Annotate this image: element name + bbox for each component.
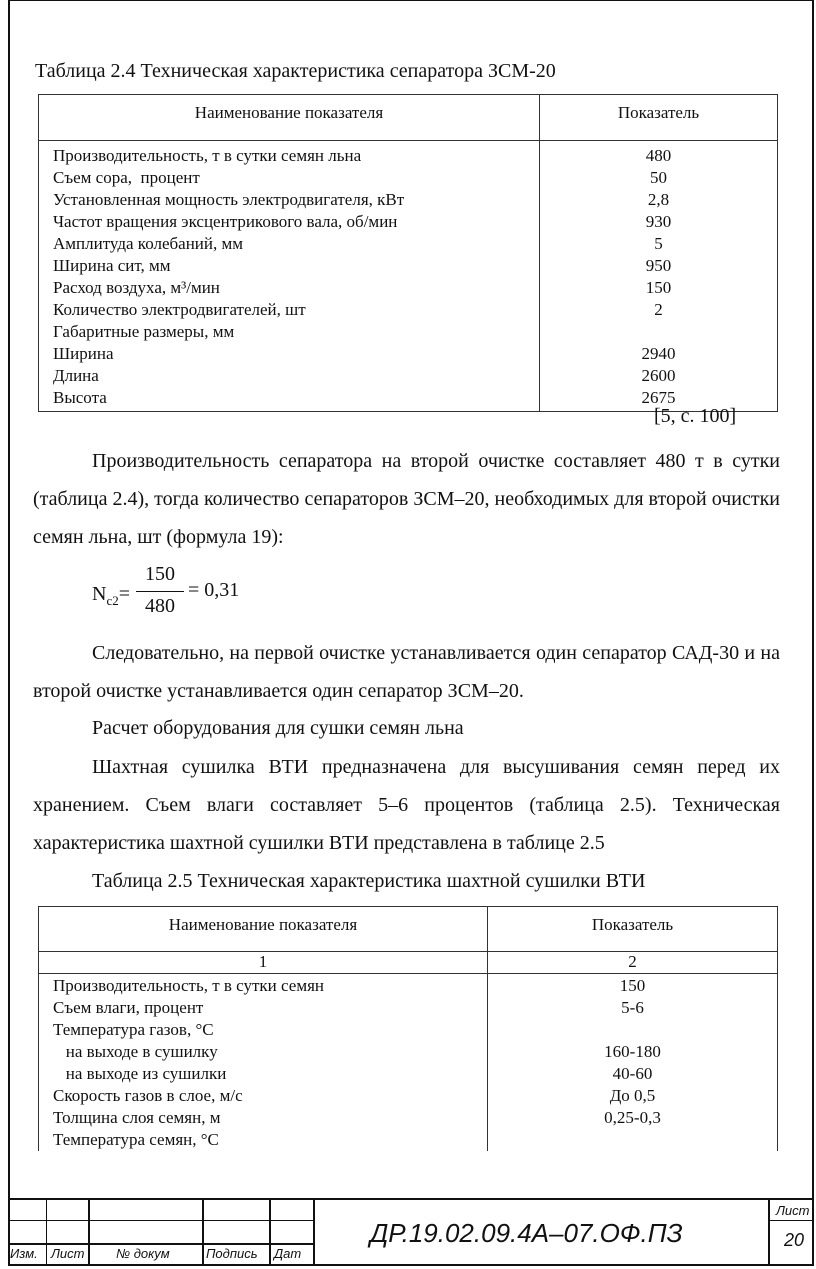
paragraph-4: Шахтная сушилка ВТИ предназначена для высушивания семян перед их хранением. Съем влаги составляет 5–6 процентов (таблица 2.5). Техническая характеристика шахтной сушилки ВТИ представлена в таблице 2.5 <box>33 756 780 854</box>
table1-row-name: Количество электродвигателей, шт <box>53 300 306 319</box>
table2-colnum-1: 1 <box>39 952 488 974</box>
stamp-sheet-number: 20 <box>784 1230 805 1250</box>
formula-19 <box>92 563 292 623</box>
table1-row-value: 2675 <box>641 388 676 407</box>
table1-row-value: 950 <box>645 256 672 275</box>
table1-row-value: 2,8 <box>647 190 670 209</box>
table2-row-value: 160-180 <box>604 1042 661 1061</box>
stamp-dokum: № докум <box>116 1246 170 1261</box>
table2-row-value <box>488 1019 777 1041</box>
paragraph-3: Расчет оборудования для сушки семян льна <box>92 717 464 739</box>
paragraph-2: Следовательно, на первой очистке устанавливается один сепаратор САД-30 и на второй очистке устанавливается один сепаратор ЗСМ–20. <box>33 642 780 702</box>
stamp-izm: Изм. <box>10 1246 38 1261</box>
table1-header-name: Наименование показателя <box>39 95 540 141</box>
paragraph-1: Производительность сепаратора на второй очистке составляет 480 т в сутки (таблица 2.4), тогда количество сепараторов ЗСМ–20, необходимых для второй очистки семян льна, шт (формула 19): <box>33 450 780 548</box>
table1-row-name: Амплитуда колебаний, мм <box>53 234 243 253</box>
table2-row-value: 5-6 <box>621 998 644 1017</box>
table1-row-name: Установленная мощность электродвигателя, кВт <box>53 190 405 209</box>
table2-header-value: Показатель <box>488 907 778 952</box>
table1-row-value: 2 <box>654 300 663 319</box>
table2-row-value: 150 <box>619 976 646 995</box>
table1-row-name: Длина <box>53 366 99 385</box>
table1-row-name: Ширина сит, мм <box>53 256 171 275</box>
stamp-sheet-label: Лист <box>776 1203 810 1218</box>
table2-colnum-2: 2 <box>488 952 778 974</box>
table1-row-value: 2940 <box>641 344 676 363</box>
formula-numerator: 150 <box>145 563 175 585</box>
table2-row-value: 40-60 <box>612 1064 653 1083</box>
stamp-dat: Дат <box>274 1246 302 1261</box>
reference: [5, с. 100] <box>654 405 737 427</box>
table1-row-value: 930 <box>645 212 672 231</box>
table2-row-name: Производительность, т в сутки семян <box>53 976 325 995</box>
formula-result: = 0,31 <box>188 579 240 601</box>
table2-row-name: Температура газов, °С <box>53 1020 214 1039</box>
table2-row-name: Съем влаги, процент <box>53 998 204 1017</box>
table1-row-name: Габаритные размеры, мм <box>53 322 235 341</box>
document-number: ДР.19.02.09.4А–07.ОФ.ПЗ <box>370 1218 683 1248</box>
table1-row-value: 5 <box>654 234 663 253</box>
table1-row-name: Ширина <box>53 344 114 363</box>
table1-row-value: 2600 <box>641 366 676 385</box>
table2-caption: Таблица 2.5 Техническая характеристика шахтной сушилки ВТИ <box>92 870 646 892</box>
table2 <box>38 906 778 1151</box>
table2-row-value: 0,25-0,3 <box>604 1108 661 1127</box>
stamp-list: Лист <box>51 1246 85 1261</box>
formula-denominator: 480 <box>145 595 175 617</box>
table1-row-name: Частот вращения эксцентрикового вала, об/мин <box>53 212 398 231</box>
table2-row-name: Скорость газов в слое, м/с <box>53 1086 243 1105</box>
table1-row-value: 480 <box>645 146 672 165</box>
table1-row-value: 150 <box>645 278 672 297</box>
table2-row-name: на выходе из сушилки <box>53 1064 227 1083</box>
table2-names-column <box>53 975 487 1151</box>
table2-row-name: Температура семян, °С <box>53 1130 219 1149</box>
table2-row-value <box>488 1129 777 1151</box>
fraction-bar <box>136 591 184 592</box>
table2-values-column <box>488 975 777 1151</box>
formula-lhs: $N_{с2}=$ <box>92 583 131 608</box>
table2-row-name: на выходе в сушилку <box>53 1042 218 1061</box>
stamp-podpis: Подпись <box>206 1246 258 1261</box>
table2-header-name: Наименование показателя <box>39 907 488 952</box>
table2-row-value: До 0,5 <box>609 1086 656 1105</box>
table1-row-name: Съем сора, процент <box>53 168 200 187</box>
table2-row-name: Толщина слоя семян, м <box>53 1108 221 1127</box>
table1-header-value: Показатель <box>540 95 778 141</box>
table1-row-value <box>540 321 777 343</box>
table1-row-name: Расход воздуха, м³/мин <box>53 278 220 297</box>
table1-caption: Таблица 2.4 Техническая характеристика сепаратора ЗСМ-20 <box>35 60 556 82</box>
table1-values-column <box>540 145 777 409</box>
table1-row-value: 50 <box>650 168 667 187</box>
table1 <box>38 94 778 412</box>
table1-row-name: Производительность, т в сутки семян льна <box>53 146 362 165</box>
table1-row-name: Высота <box>53 388 107 407</box>
table1-names-column <box>53 145 539 409</box>
